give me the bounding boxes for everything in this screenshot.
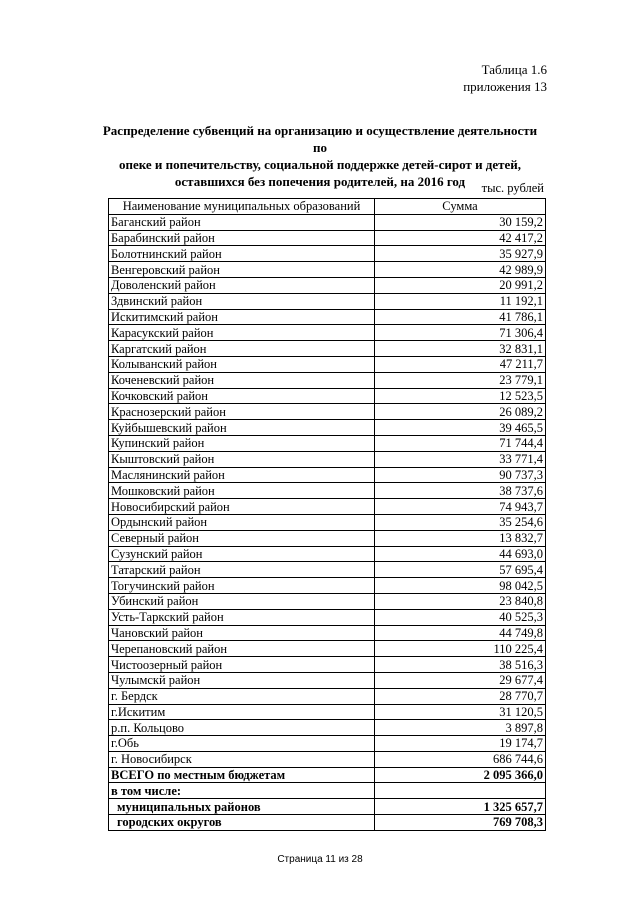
cell-sum: 23 840,8 <box>375 593 546 609</box>
table-row <box>109 483 546 499</box>
cell-sum: 11 192,1 <box>375 293 546 309</box>
table-row <box>109 499 546 515</box>
table-row <box>109 720 546 736</box>
cell-name: Черепановский район <box>109 641 375 657</box>
cell-sum: 47 211,7 <box>375 356 546 372</box>
cell-sum: 44 693,0 <box>375 546 546 562</box>
cell-sum: 31 120,5 <box>375 704 546 720</box>
table-row <box>109 514 546 530</box>
cell-name: Чановский район <box>109 625 375 641</box>
cell-name: г.Искитим <box>109 704 375 720</box>
table-row <box>109 341 546 357</box>
cell-name: Кыштовский район <box>109 451 375 467</box>
cell-sum: 39 465,5 <box>375 420 546 436</box>
cell-sum: 29 677,4 <box>375 672 546 688</box>
cell-sum: 35 254,6 <box>375 514 546 530</box>
table-row <box>109 246 546 262</box>
column-header-name: Наименование муниципальных образований <box>109 199 375 215</box>
cell-name: Чистоозерный район <box>109 657 375 673</box>
cell-sum: 12 523,5 <box>375 388 546 404</box>
cell-name: Каргатский район <box>109 341 375 357</box>
cell-name: Купинский район <box>109 435 375 451</box>
cell-sum: 41 786,1 <box>375 309 546 325</box>
cell-name: Куйбышевский район <box>109 420 375 436</box>
cell-sum: 38 516,3 <box>375 657 546 673</box>
cell-sum: 40 525,3 <box>375 609 546 625</box>
cell-name: муниципальных районов <box>109 799 375 815</box>
cell-sum: 2 095 366,0 <box>375 767 546 783</box>
cell-sum: 74 943,7 <box>375 499 546 515</box>
cell-name: г.Обь <box>109 736 375 752</box>
table-row <box>109 325 546 341</box>
cell-sum: 30 159,2 <box>375 214 546 230</box>
cell-name: Баганский район <box>109 214 375 230</box>
title-line-3: оставшихся без попечения родителей, на 2016 год <box>174 174 466 189</box>
table-row <box>109 672 546 688</box>
column-header-sum: Сумма <box>375 199 546 215</box>
cell-sum: 3 897,8 <box>375 720 546 736</box>
table-row <box>109 593 546 609</box>
cell-sum: 90 737,3 <box>375 467 546 483</box>
cell-name: Краснозерский район <box>109 404 375 420</box>
cell-name: Чулымскй район <box>109 672 375 688</box>
table-row <box>109 262 546 278</box>
cell-sum: 71 306,4 <box>375 325 546 341</box>
table-row <box>109 420 546 436</box>
table-row <box>109 230 546 246</box>
subtotal-row <box>109 799 546 815</box>
cell-sum: 1 325 657,7 <box>375 799 546 815</box>
cell-sum: 28 770,7 <box>375 688 546 704</box>
cell-sum: 19 174,7 <box>375 736 546 752</box>
caption-table-number: Таблица 1.6 <box>481 62 547 77</box>
table-row <box>109 530 546 546</box>
table-row <box>109 214 546 230</box>
cell-name: Коченевский район <box>109 372 375 388</box>
cell-sum: 20 991,2 <box>375 277 546 293</box>
table-header-row <box>109 199 546 215</box>
cell-name: Ордынский район <box>109 514 375 530</box>
cell-name: в том числе: <box>109 783 375 799</box>
table-row <box>109 688 546 704</box>
cell-name: г. Новосибирск <box>109 751 375 767</box>
cell-name: городских округов <box>109 815 375 831</box>
unit-label: тыс. рублей <box>481 181 544 195</box>
cell-sum: 98 042,5 <box>375 578 546 594</box>
table-row <box>109 435 546 451</box>
table-row <box>109 388 546 404</box>
cell-name: г. Бердск <box>109 688 375 704</box>
cell-name: Татарский район <box>109 562 375 578</box>
cell-name: Здвинский район <box>109 293 375 309</box>
table-row <box>109 641 546 657</box>
cell-name: Кочковский район <box>109 388 375 404</box>
cell-name: Доволенский район <box>109 277 375 293</box>
including-row <box>109 783 546 799</box>
cell-name: Новосибирский район <box>109 499 375 515</box>
table-row <box>109 736 546 752</box>
cell-name: Искитимский район <box>109 309 375 325</box>
table-row <box>109 404 546 420</box>
cell-name: ВСЕГО по местным бюджетам <box>109 767 375 783</box>
table-row <box>109 293 546 309</box>
cell-name: Колыванский район <box>109 356 375 372</box>
cell-name: Маслянинский район <box>109 467 375 483</box>
cell-sum: 35 927,9 <box>375 246 546 262</box>
page-footer: Страница 11 из 28 <box>277 854 363 865</box>
table-row <box>109 277 546 293</box>
cell-name: Убинский район <box>109 593 375 609</box>
title-line-2: опеке и попечительству, социальной поддержке детей-сирот и детей, <box>118 157 522 172</box>
cell-sum: 13 832,7 <box>375 530 546 546</box>
table-row <box>109 451 546 467</box>
cell-sum: 23 779,1 <box>375 372 546 388</box>
cell-name: Усть-Таркский район <box>109 609 375 625</box>
table-row <box>109 562 546 578</box>
cell-name: Тогучинский район <box>109 578 375 594</box>
table-caption <box>463 61 547 95</box>
cell-sum: 110 225,4 <box>375 641 546 657</box>
cell-sum: 769 708,3 <box>375 815 546 831</box>
cell-name: Северный район <box>109 530 375 546</box>
cell-name: Венгеровский район <box>109 262 375 278</box>
table-row <box>109 704 546 720</box>
total-row <box>109 767 546 783</box>
table-row <box>109 372 546 388</box>
cell-sum: 42 989,9 <box>375 262 546 278</box>
cell-sum: 26 089,2 <box>375 404 546 420</box>
cell-sum <box>375 783 546 799</box>
document-title <box>100 122 540 190</box>
table-body <box>109 214 546 830</box>
cell-sum: 42 417,2 <box>375 230 546 246</box>
cell-name: Барабинский район <box>109 230 375 246</box>
cell-sum: 33 771,4 <box>375 451 546 467</box>
subsidy-table <box>108 198 546 831</box>
subtotal-row <box>109 815 546 831</box>
cell-sum: 71 744,4 <box>375 435 546 451</box>
cell-name: р.п. Кольцово <box>109 720 375 736</box>
table-row <box>109 546 546 562</box>
table-row <box>109 578 546 594</box>
table-row <box>109 309 546 325</box>
table-row <box>109 609 546 625</box>
cell-name: Сузунский район <box>109 546 375 562</box>
cell-name: Мошковский район <box>109 483 375 499</box>
cell-sum: 44 749,8 <box>375 625 546 641</box>
table-row <box>109 467 546 483</box>
title-line-1: Распределение субвенций на организацию и осуществление деятельности по <box>102 123 538 155</box>
cell-name: Болотнинский район <box>109 246 375 262</box>
table-row <box>109 356 546 372</box>
table-row <box>109 751 546 767</box>
table-row <box>109 625 546 641</box>
caption-appendix: приложения 13 <box>463 79 547 94</box>
cell-name: Карасукский район <box>109 325 375 341</box>
cell-sum: 57 695,4 <box>375 562 546 578</box>
table-row <box>109 657 546 673</box>
cell-sum: 32 831,1 <box>375 341 546 357</box>
cell-sum: 38 737,6 <box>375 483 546 499</box>
cell-sum: 686 744,6 <box>375 751 546 767</box>
